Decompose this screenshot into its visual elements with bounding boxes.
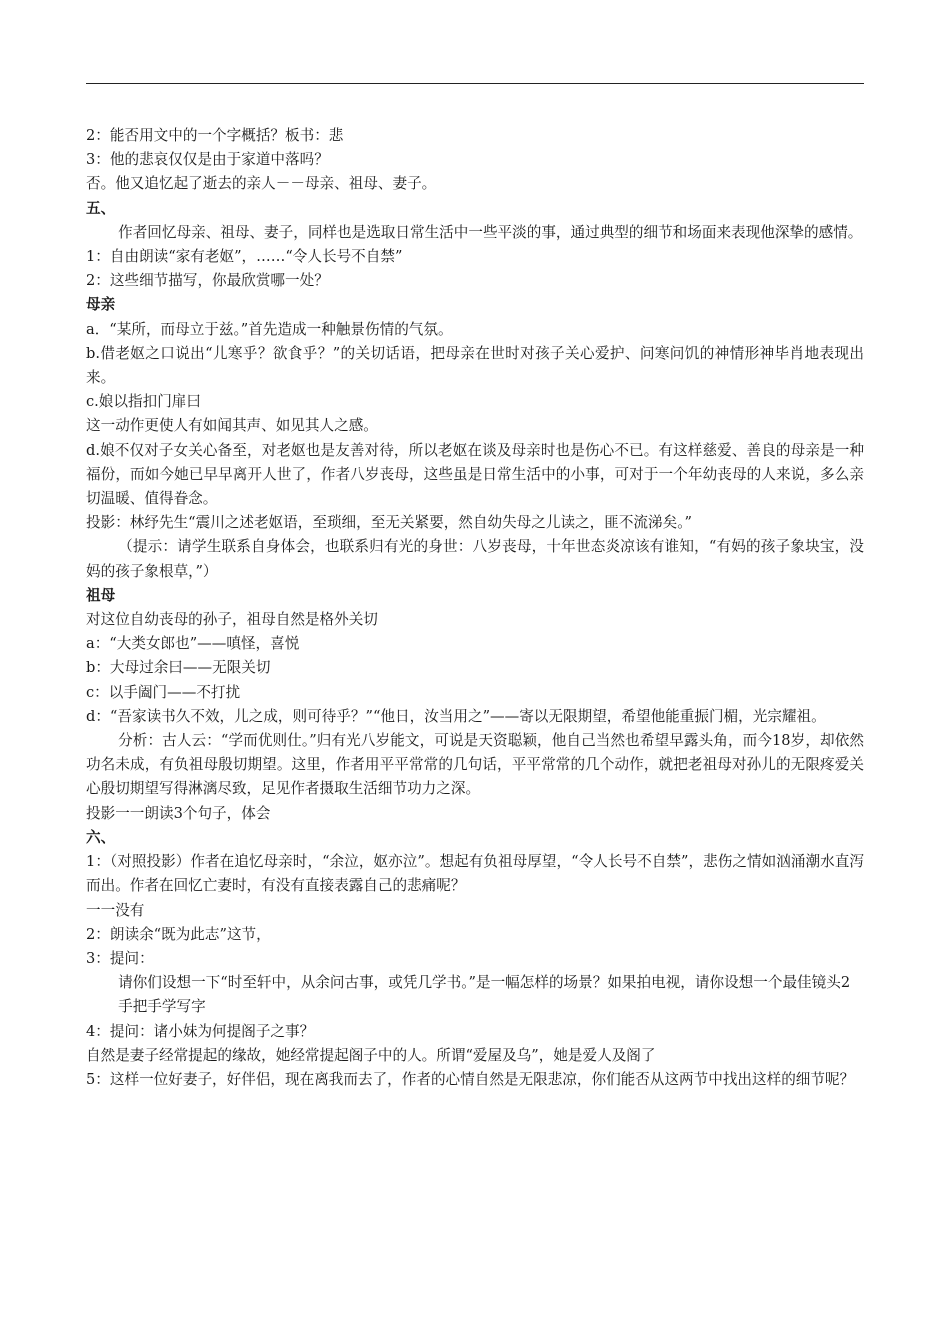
text-line: d：“吾家读书久不效，儿之成，则可待乎？”“他日，汝当用之”——寄以无限期望，希望他能重振门楣，光宗耀祖。 <box>86 707 826 725</box>
text-line: 请你们设想一下“时至轩中，从余问古事，或凭几学书。”是一幅怎样的场景？如果拍电视，请你设想一个最佳镜头2 <box>118 974 851 992</box>
text-line: 5：这样一位好妻子，好伴侣，现在离我而去了，作者的心情自然是无限悲凉，你们能否从这两节中找出这样的细节呢？ <box>86 1070 855 1088</box>
text-line: b.借老妪之口说出“儿寒乎？欲食乎？”的关切话语，把母亲在世时对孩子关心爱护、问寒问饥的神情形神毕肖地表现出来。 <box>86 344 864 387</box>
header-rule <box>86 83 864 84</box>
text-line: 对这位自幼丧母的孙子，祖母自然是格外关切 <box>86 611 378 629</box>
text-line: d.娘不仅对子女关心备至，对老妪也是友善对待，所以老妪在谈及母亲时也是伤心不已。有这样慈爱、善良的母亲是一种福份，而如今她已早早离开人世了，作者八岁丧母，这些虽是日常生活中的小事，可对于一个年幼丧母的人来说，多么亲切温暖、值得眷念。 <box>86 441 864 508</box>
text-line: 3：他的悲哀仅仅是由于家道中落吗？ <box>86 151 329 169</box>
section-heading: 五、 <box>86 199 116 217</box>
text-line: 分析：古人云：“学而优则仕。”归有光八岁能文，可说是天资聪颖，他自己当然也希望早露头角，而今18岁，却依然功名未成，有负祖母殷切期望。这里，作者用平平常常的几句话，平平常常的几个动作，就把老祖母对孙儿的无限疼爱关心殷切期望写得淋漓尽致，足见作者摄取生活细节功力之深。 <box>86 732 864 798</box>
text-line: 1：（对照投影）作者在追忆母亲时，“余泣，妪亦泣”。想起有负祖母厚望，“令人长号不自禁”，悲伤之情如汹涌潮水直泻而出。作者在回忆亡妻时，有没有直接表露自己的悲痛呢？ <box>86 853 864 895</box>
text-line: 自然是妻子经常提起的缘故，她经常提起阁子中的人。所谓“爱屋及乌”，她是爱人及阁了 <box>86 1046 656 1064</box>
text-line: 投影：林纾先生“震川之述老妪语，至琐细，至无关紧要，然自幼失母之儿读之，匪不流涕矣。” <box>86 514 692 532</box>
text-line: c.娘以指扣门扉曰 <box>86 393 201 411</box>
text-line: 2：能否用文中的一个字概括？板书：悲 <box>86 127 344 144</box>
text-line: 2：这些细节描写，你最欣赏哪一处？ <box>86 272 329 290</box>
text-line: 2：朗读余“既为此志”这节， <box>86 925 271 943</box>
text-line: 3：提问： <box>86 949 154 967</box>
text-line: a．“某所，而母立于兹。”首先造成一种触景伤情的气氛。 <box>86 320 453 338</box>
text-line: 1：自由朗读“家有老妪”，……“令人长号不自禁” <box>86 248 403 266</box>
text-line: 否。他又追忆起了逝去的亲人－－母亲、祖母、妻子。 <box>86 175 437 193</box>
section-heading: 母亲 <box>86 296 116 314</box>
text-line: a：“大类女郎也”——嗔怪，喜悦 <box>86 635 300 653</box>
text-line: （提示：请学生联系自身体会，也联系归有光的身世：八岁丧母，十年世态炎凉该有谁知，“有妈的孩子象块宝，没妈的孩子象根草，”） <box>86 538 864 580</box>
text-line: 4：提问：诸小妹为何提阁子之事？ <box>86 1022 315 1040</box>
text-line: b：大母过余曰——无限关切 <box>86 659 271 677</box>
text-line: 作者回忆母亲、祖母、妻子，同样也是选取日常生活中一些平淡的事，通过典型的细节和场面来表现他深挚的感情。 <box>118 223 863 241</box>
text-line: 投影一一朗读3个句子，体会 <box>86 804 271 822</box>
text-line: 手把手学写字 <box>118 998 206 1016</box>
text-line: 一一没有 <box>86 901 145 919</box>
text-line: 这一动作更使人有如闻其声、如见其人之感。 <box>86 417 378 435</box>
section-heading: 六、 <box>86 828 116 846</box>
document-body <box>86 124 864 1092</box>
text-line: c：以手阖门——不打扰 <box>86 683 241 701</box>
section-heading: 祖母 <box>86 586 116 604</box>
